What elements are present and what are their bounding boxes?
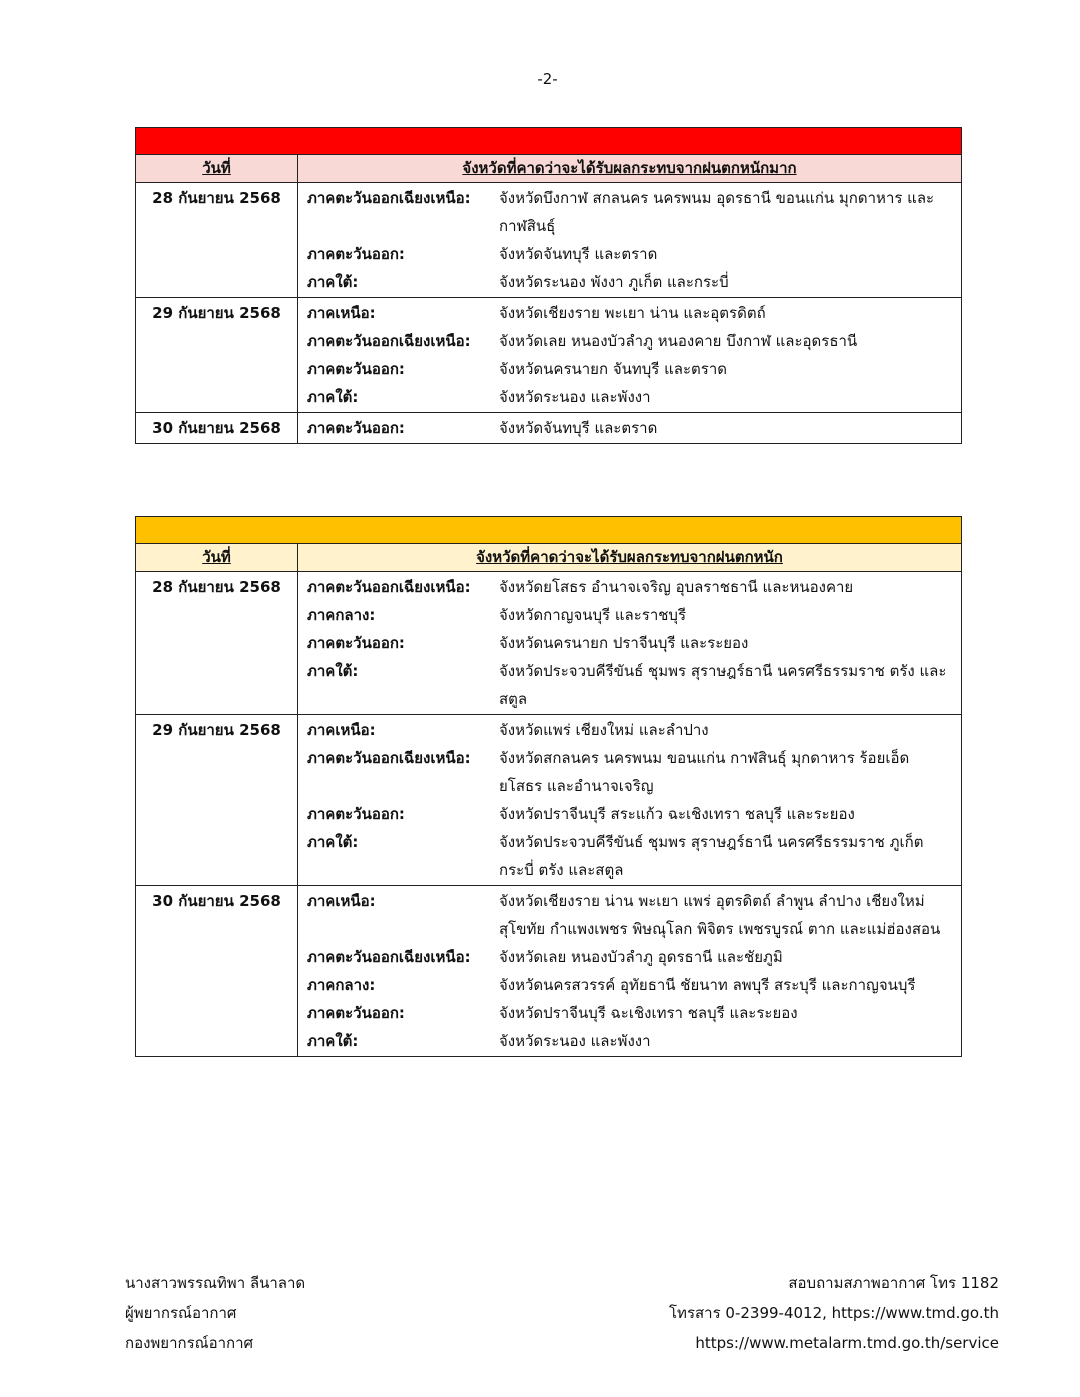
row-date: 28 กันยายน 2568 — [136, 572, 298, 715]
region-entry — [307, 828, 961, 884]
region-provinces: จังหวัดปราจีนบุรี ฉะเชิงเทรา ชลบุรี และระยอง — [499, 1004, 798, 1022]
row-date: 29 กันยายน 2568 — [136, 298, 298, 413]
table-header — [136, 544, 962, 572]
region-provinces: จังหวัดระนอง และพังงา — [499, 388, 651, 406]
region-provinces: จังหวัดยโสธร อำนาจเจริญ อุบลราชธานี และหนองคาย — [499, 578, 854, 596]
region-provinces: จังหวัดแพร่ เชียงใหม่ และลำปาง — [499, 721, 709, 739]
region-entry — [307, 240, 961, 268]
region-name: ภาคใต้: — [307, 662, 359, 680]
table-row — [136, 886, 962, 1057]
contact-service-url: https://www.metalarm.tmd.go.th/service — [695, 1334, 999, 1352]
region-name: ภาคตะวันออกเฉียงเหนือ: — [307, 189, 471, 207]
severity-band — [136, 128, 962, 155]
region-name: ภาคตะวันออกเฉียงเหนือ: — [307, 948, 471, 966]
region-provinces: จังหวัดเลย หนองบัวลำภู อุดรธานี และชัยภูมิ — [499, 948, 783, 966]
region-name: ภาคกลาง: — [307, 606, 376, 624]
region-provinces: จังหวัดนครสวรรค์ อุทัยธานี ชัยนาท ลพบุรี สระบุรี และกาญจนบุรี — [499, 976, 916, 994]
very-heavy-rain-table — [135, 127, 962, 444]
table-row — [136, 572, 962, 715]
region-name: ภาคตะวันออก: — [307, 360, 405, 378]
region-name: ภาคใต้: — [307, 273, 359, 291]
region-entry — [307, 414, 961, 442]
region-entry — [307, 744, 961, 800]
row-regions — [298, 572, 962, 715]
table-row — [136, 183, 962, 298]
row-regions — [298, 183, 962, 298]
forecaster-division: กองพยากรณ์อากาศ — [125, 1334, 254, 1352]
row-regions — [298, 413, 962, 444]
region-entry — [307, 887, 961, 943]
region-name: ภาคตะวันออก: — [307, 419, 405, 437]
region-provinces: จังหวัดจันทบุรี และตราด — [499, 245, 658, 263]
region-provinces: จังหวัดระนอง พังงา ภูเก็ต และกระบี่ — [499, 273, 729, 291]
row-regions — [298, 715, 962, 886]
severity-band — [136, 517, 962, 544]
region-provinces: จังหวัดนครนายก ปราจีนบุรี และระยอง — [499, 634, 749, 652]
table-row — [136, 413, 962, 444]
region-entry — [307, 716, 961, 744]
region-provinces: จังหวัดประจวบคีรีขันธ์ ชุมพร สุราษฎร์ธานี นครศรีธรรมราช ภูเก็ต กระบี่ ตรัง และสตูล — [499, 833, 924, 879]
region-entry — [307, 184, 961, 240]
row-date: 29 กันยายน 2568 — [136, 715, 298, 886]
region-provinces: จังหวัดนครนายก จันทบุรี และตราด — [499, 360, 727, 378]
region-provinces: จังหวัดบึงกาฬ สกลนคร นครพนม อุดรธานี ขอนแก่น มุกดาหาร และกาฬสินธุ์ — [499, 189, 935, 235]
page-number: -2- — [537, 70, 558, 88]
header-date: วันที่ — [136, 155, 298, 183]
region-name: ภาคตะวันออก: — [307, 1004, 405, 1022]
region-provinces: จังหวัดประจวบคีรีขันธ์ ชุมพร สุราษฎร์ธานี นครศรีธรรมราช ตรัง และสตูล — [499, 662, 947, 708]
severity-band-cell — [136, 517, 962, 544]
region-entry — [307, 629, 961, 657]
header-date: วันที่ — [136, 544, 298, 572]
region-name: ภาคตะวันออกเฉียงเหนือ: — [307, 749, 471, 767]
table-header — [136, 155, 962, 183]
region-entry — [307, 657, 961, 713]
contact-fax-website: โทรสาร 0-2399-4012, https://www.tmd.go.th — [669, 1304, 999, 1322]
region-name: ภาคเหนือ: — [307, 721, 376, 739]
region-name: ภาคใต้: — [307, 1032, 359, 1050]
footer-forecaster — [125, 1268, 305, 1358]
region-provinces: จังหวัดเลย หนองบัวลำภู หนองคาย บึงกาฬ และอุดรธานี — [499, 332, 858, 350]
region-entry — [307, 1027, 961, 1055]
region-name: ภาคใต้: — [307, 388, 359, 406]
region-entry — [307, 383, 961, 411]
header-provinces: จังหวัดที่คาดว่าจะได้รับผลกระทบจากฝนตกหนักมาก — [298, 155, 962, 183]
region-name: ภาคเหนือ: — [307, 892, 376, 910]
contact-phone: สอบถามสภาพอากาศ โทร 1182 — [788, 1274, 999, 1292]
region-entry — [307, 601, 961, 629]
region-entry — [307, 943, 961, 971]
header-provinces: จังหวัดที่คาดว่าจะได้รับผลกระทบจากฝนตกหนัก — [298, 544, 962, 572]
severity-band-cell — [136, 128, 962, 155]
region-entry — [307, 299, 961, 327]
forecaster-title: ผู้พยากรณ์อากาศ — [125, 1304, 237, 1322]
footer-contact — [669, 1268, 999, 1358]
region-name: ภาคใต้: — [307, 833, 359, 851]
table-row — [136, 298, 962, 413]
region-provinces: จังหวัดเชียงราย พะเยา น่าน และอุตรดิตถ์ — [499, 304, 766, 322]
table-row — [136, 715, 962, 886]
region-provinces: จังหวัดสกลนคร นครพนม ขอนแก่น กาฬสินธุ์ มุกดาหาร ร้อยเอ็ด ยโสธร และอำนาจเจริญ — [499, 749, 910, 795]
row-date: 30 กันยายน 2568 — [136, 413, 298, 444]
region-name: ภาคเหนือ: — [307, 304, 376, 322]
heavy-rain-table — [135, 516, 962, 1057]
row-date: 30 กันยายน 2568 — [136, 886, 298, 1057]
region-name: ภาคตะวันออกเฉียงเหนือ: — [307, 578, 471, 596]
region-name: ภาคตะวันออก: — [307, 245, 405, 263]
region-name: ภาคตะวันออก: — [307, 634, 405, 652]
region-name: ภาคกลาง: — [307, 976, 376, 994]
row-regions — [298, 298, 962, 413]
region-entry — [307, 999, 961, 1027]
forecaster-name: นางสาวพรรณทิพา ลีนาลาด — [125, 1274, 306, 1292]
region-entry — [307, 355, 961, 383]
region-name: ภาคตะวันออก: — [307, 805, 405, 823]
region-entry — [307, 268, 961, 296]
region-entry — [307, 800, 961, 828]
region-entry — [307, 971, 961, 999]
region-provinces: จังหวัดกาญจนบุรี และราชบุรี — [499, 606, 686, 624]
region-provinces: จังหวัดปราจีนบุรี สระแก้ว ฉะเชิงเทรา ชลบุรี และระยอง — [499, 805, 855, 823]
row-date: 28 กันยายน 2568 — [136, 183, 298, 298]
region-entry — [307, 573, 961, 601]
region-provinces: จังหวัดจันทบุรี และตราด — [499, 419, 658, 437]
region-entry — [307, 327, 961, 355]
row-regions — [298, 886, 962, 1057]
region-name: ภาคตะวันออกเฉียงเหนือ: — [307, 332, 471, 350]
region-provinces: จังหวัดระนอง และพังงา — [499, 1032, 651, 1050]
region-provinces: จังหวัดเชียงราย น่าน พะเยา แพร่ อุตรดิตถ์ ลำพูน ลำปาง เชียงใหม่ สุโขทัย กำแพงเพชร พิษณุโลก พิจิตร เพชรบูรณ์ ตาก และแม่ฮ่องสอน — [499, 892, 941, 938]
